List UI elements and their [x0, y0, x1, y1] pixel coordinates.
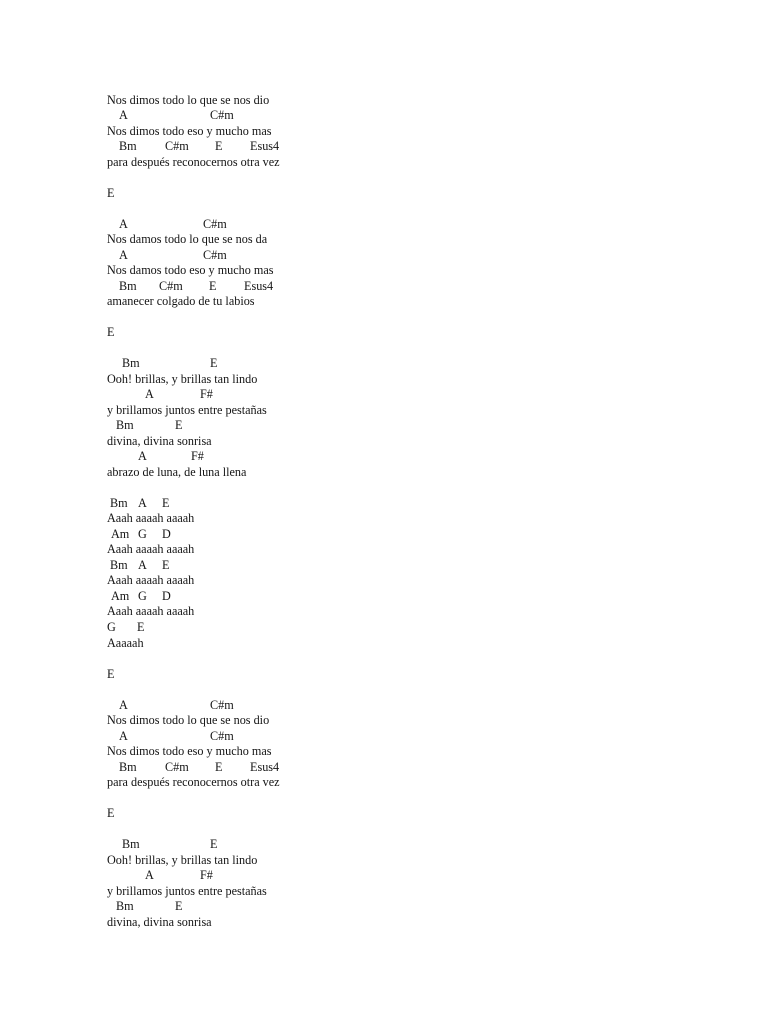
lyric-line: amanecer colgado de tu labios: [107, 294, 255, 308]
chord-label: F#: [200, 387, 213, 401]
chord-label: E: [175, 899, 183, 913]
lyric-line: y brillamos juntos entre pestañas: [107, 403, 267, 417]
lyric-line: Aaah aaaah aaaah: [107, 604, 195, 618]
chord-label: E: [107, 186, 115, 200]
lyric-line: para después reconocernos otra vez: [107, 155, 280, 169]
chord-label: Bm: [122, 356, 140, 370]
lyric-line: Nos damos todo lo que se nos da: [107, 232, 268, 246]
lyric-line: divina, divina sonrisa: [107, 434, 212, 448]
chord-label: G: [138, 527, 147, 541]
chord-label: A: [119, 108, 128, 122]
chord-label: D: [162, 589, 171, 603]
lyric-line: Nos dimos todo lo que se nos dio: [107, 93, 270, 107]
chord-label: A: [138, 558, 147, 572]
chord-label: Esus4: [250, 139, 280, 153]
lyric-line: Aaah aaaah aaaah: [107, 573, 195, 587]
chord-label: E: [107, 667, 115, 681]
chord-label: A: [138, 496, 147, 510]
lyric-line: Nos dimos todo eso y mucho mas: [107, 744, 272, 758]
chord-label: G: [138, 589, 147, 603]
chord-label: E: [137, 620, 145, 634]
chord-label: Bm: [110, 558, 128, 572]
chord-label: Bm: [119, 760, 137, 774]
lyric-line: Nos dimos todo lo que se nos dio: [107, 713, 270, 727]
lyric-line: Nos damos todo eso y mucho mas: [107, 263, 274, 277]
chord-label: C#m: [210, 729, 234, 743]
lyric-line: Aaah aaaah aaaah: [107, 542, 195, 556]
chord-label: A: [138, 449, 147, 463]
chord-label: E: [215, 760, 223, 774]
lyric-line: Aaah aaaah aaaah: [107, 511, 195, 525]
chord-label: E: [209, 279, 217, 293]
lyric-line: y brillamos juntos entre pestañas: [107, 884, 267, 898]
chord-label: C#m: [203, 248, 227, 262]
chord-label: A: [119, 698, 128, 712]
chord-label: Bm: [119, 139, 137, 153]
chord-label: E: [107, 806, 115, 820]
chord-label: A: [119, 217, 128, 231]
lyric-line: Nos dimos todo eso y mucho mas: [107, 124, 272, 138]
lyric-line: Aaaaah: [107, 636, 144, 650]
chord-label: A: [119, 248, 128, 262]
chord-label: C#m: [159, 279, 183, 293]
chord-label: Esus4: [250, 760, 280, 774]
chord-label: G: [107, 620, 116, 634]
chord-label: Esus4: [244, 279, 274, 293]
chord-label: Bm: [122, 837, 140, 851]
lyric-line: Ooh! brillas, y brillas tan lindo: [107, 853, 258, 867]
chord-label: A: [145, 387, 154, 401]
chord-label: F#: [191, 449, 204, 463]
chord-label: E: [210, 356, 218, 370]
chord-label: E: [162, 496, 170, 510]
chord-label: C#m: [210, 108, 234, 122]
chord-label: C#m: [203, 217, 227, 231]
chord-label: F#: [200, 868, 213, 882]
chord-label: E: [175, 418, 183, 432]
chord-label: Am: [111, 589, 130, 603]
chord-label: Bm: [110, 496, 128, 510]
chord-label: E: [162, 558, 170, 572]
chord-label: C#m: [165, 760, 189, 774]
chord-label: Bm: [116, 899, 134, 913]
chord-label: Am: [111, 527, 130, 541]
chord-label: E: [107, 325, 115, 339]
lyric-line: para después reconocernos otra vez: [107, 775, 280, 789]
lyric-line: Ooh! brillas, y brillas tan lindo: [107, 372, 258, 386]
lyric-line: abrazo de luna, de luna llena: [107, 465, 247, 479]
chord-label: A: [119, 729, 128, 743]
chord-label: Bm: [116, 418, 134, 432]
chord-label: Bm: [119, 279, 137, 293]
chord-label: E: [210, 837, 218, 851]
lyric-line: divina, divina sonrisa: [107, 915, 212, 929]
chord-label: C#m: [210, 698, 234, 712]
chord-label: A: [145, 868, 154, 882]
chord-label: E: [215, 139, 223, 153]
chord-label: D: [162, 527, 171, 541]
chord-label: C#m: [165, 139, 189, 153]
